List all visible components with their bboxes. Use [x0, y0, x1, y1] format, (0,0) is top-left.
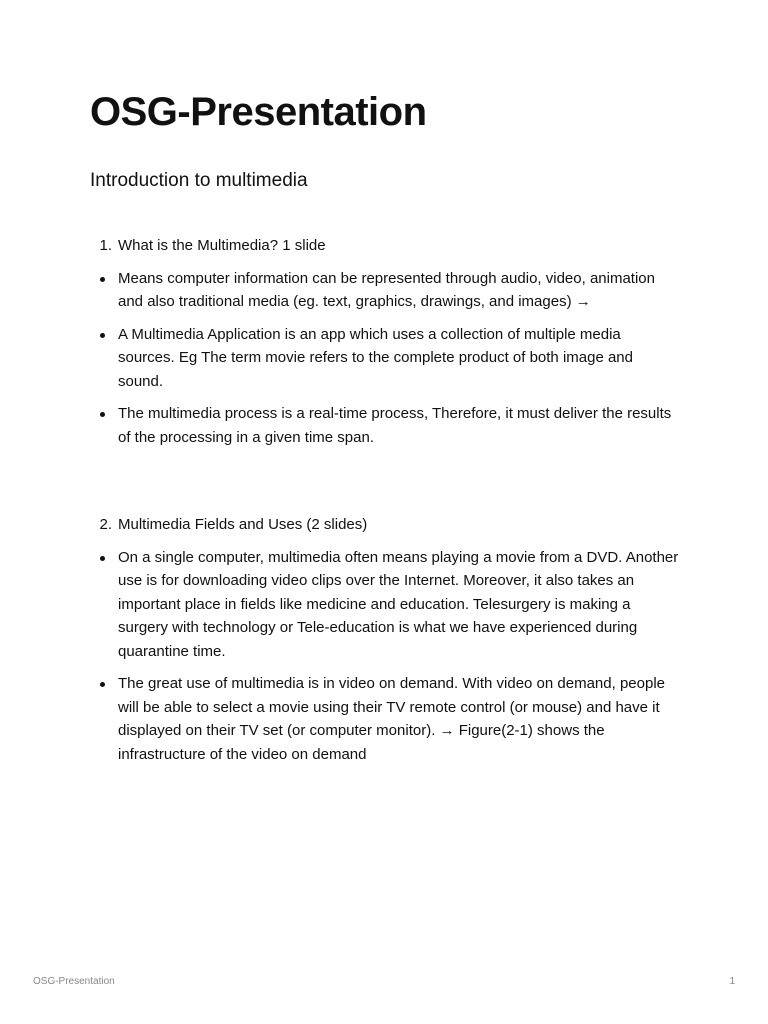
bullet-item	[90, 546, 680, 664]
section-2	[90, 513, 680, 766]
section-heading: What is the Multimedia? 1 slide	[118, 237, 326, 254]
section-heading: Multimedia Fields and Uses (2 slides)	[118, 516, 368, 533]
bullet-icon	[100, 682, 105, 687]
footer-title: OSG-Presentation	[33, 976, 115, 987]
page-number: 1	[729, 976, 735, 987]
numbered-item	[90, 234, 680, 258]
section-1	[90, 234, 680, 449]
bullet-text: The multimedia process is a real-time process, Therefore, it must deliver the results of the processing in a given time span.	[118, 405, 672, 446]
bullet-item	[90, 672, 680, 766]
bullet-text: The great use of multimedia is in video on demand. With video on demand, people will be able to select a movie using their TV remote control (or mouse) and have it displayed on their TV set (or computer monitor). → Figure(2-1) shows the infrastructure of the video on demand	[118, 675, 665, 763]
bullet-item	[90, 267, 680, 314]
document-title: OSG-Presentation	[90, 90, 427, 134]
bullet-text: On a single computer, multimedia often means playing a movie from a DVD. Another use is for downloading video clips over the Internet. Moreover, it also takes an important place in fields like medicine and education. Telesurgery is making a surgery with technology or Tele-education is what we have experienced during quarantine time.	[118, 548, 679, 660]
item-number: 2.	[99, 516, 112, 533]
item-number: 1.	[99, 237, 112, 254]
bullet-text: A Multimedia Application is an app which uses a collection of multiple media sources. Eg The term movie refers to the complete product of both image and sound.	[118, 325, 633, 390]
bullet-icon	[100, 412, 105, 417]
bullet-item	[90, 402, 680, 449]
numbered-item	[90, 513, 680, 537]
bullet-item	[90, 323, 680, 394]
bullet-text: Means computer information can be represented through audio, video, animation and also traditional media (eg. text, graphics, drawings, and images) →	[118, 269, 655, 310]
bullet-icon	[100, 277, 105, 282]
document-subtitle: Introduction to multimedia	[90, 170, 308, 191]
bullet-icon	[100, 333, 105, 338]
bullet-icon	[100, 556, 105, 561]
